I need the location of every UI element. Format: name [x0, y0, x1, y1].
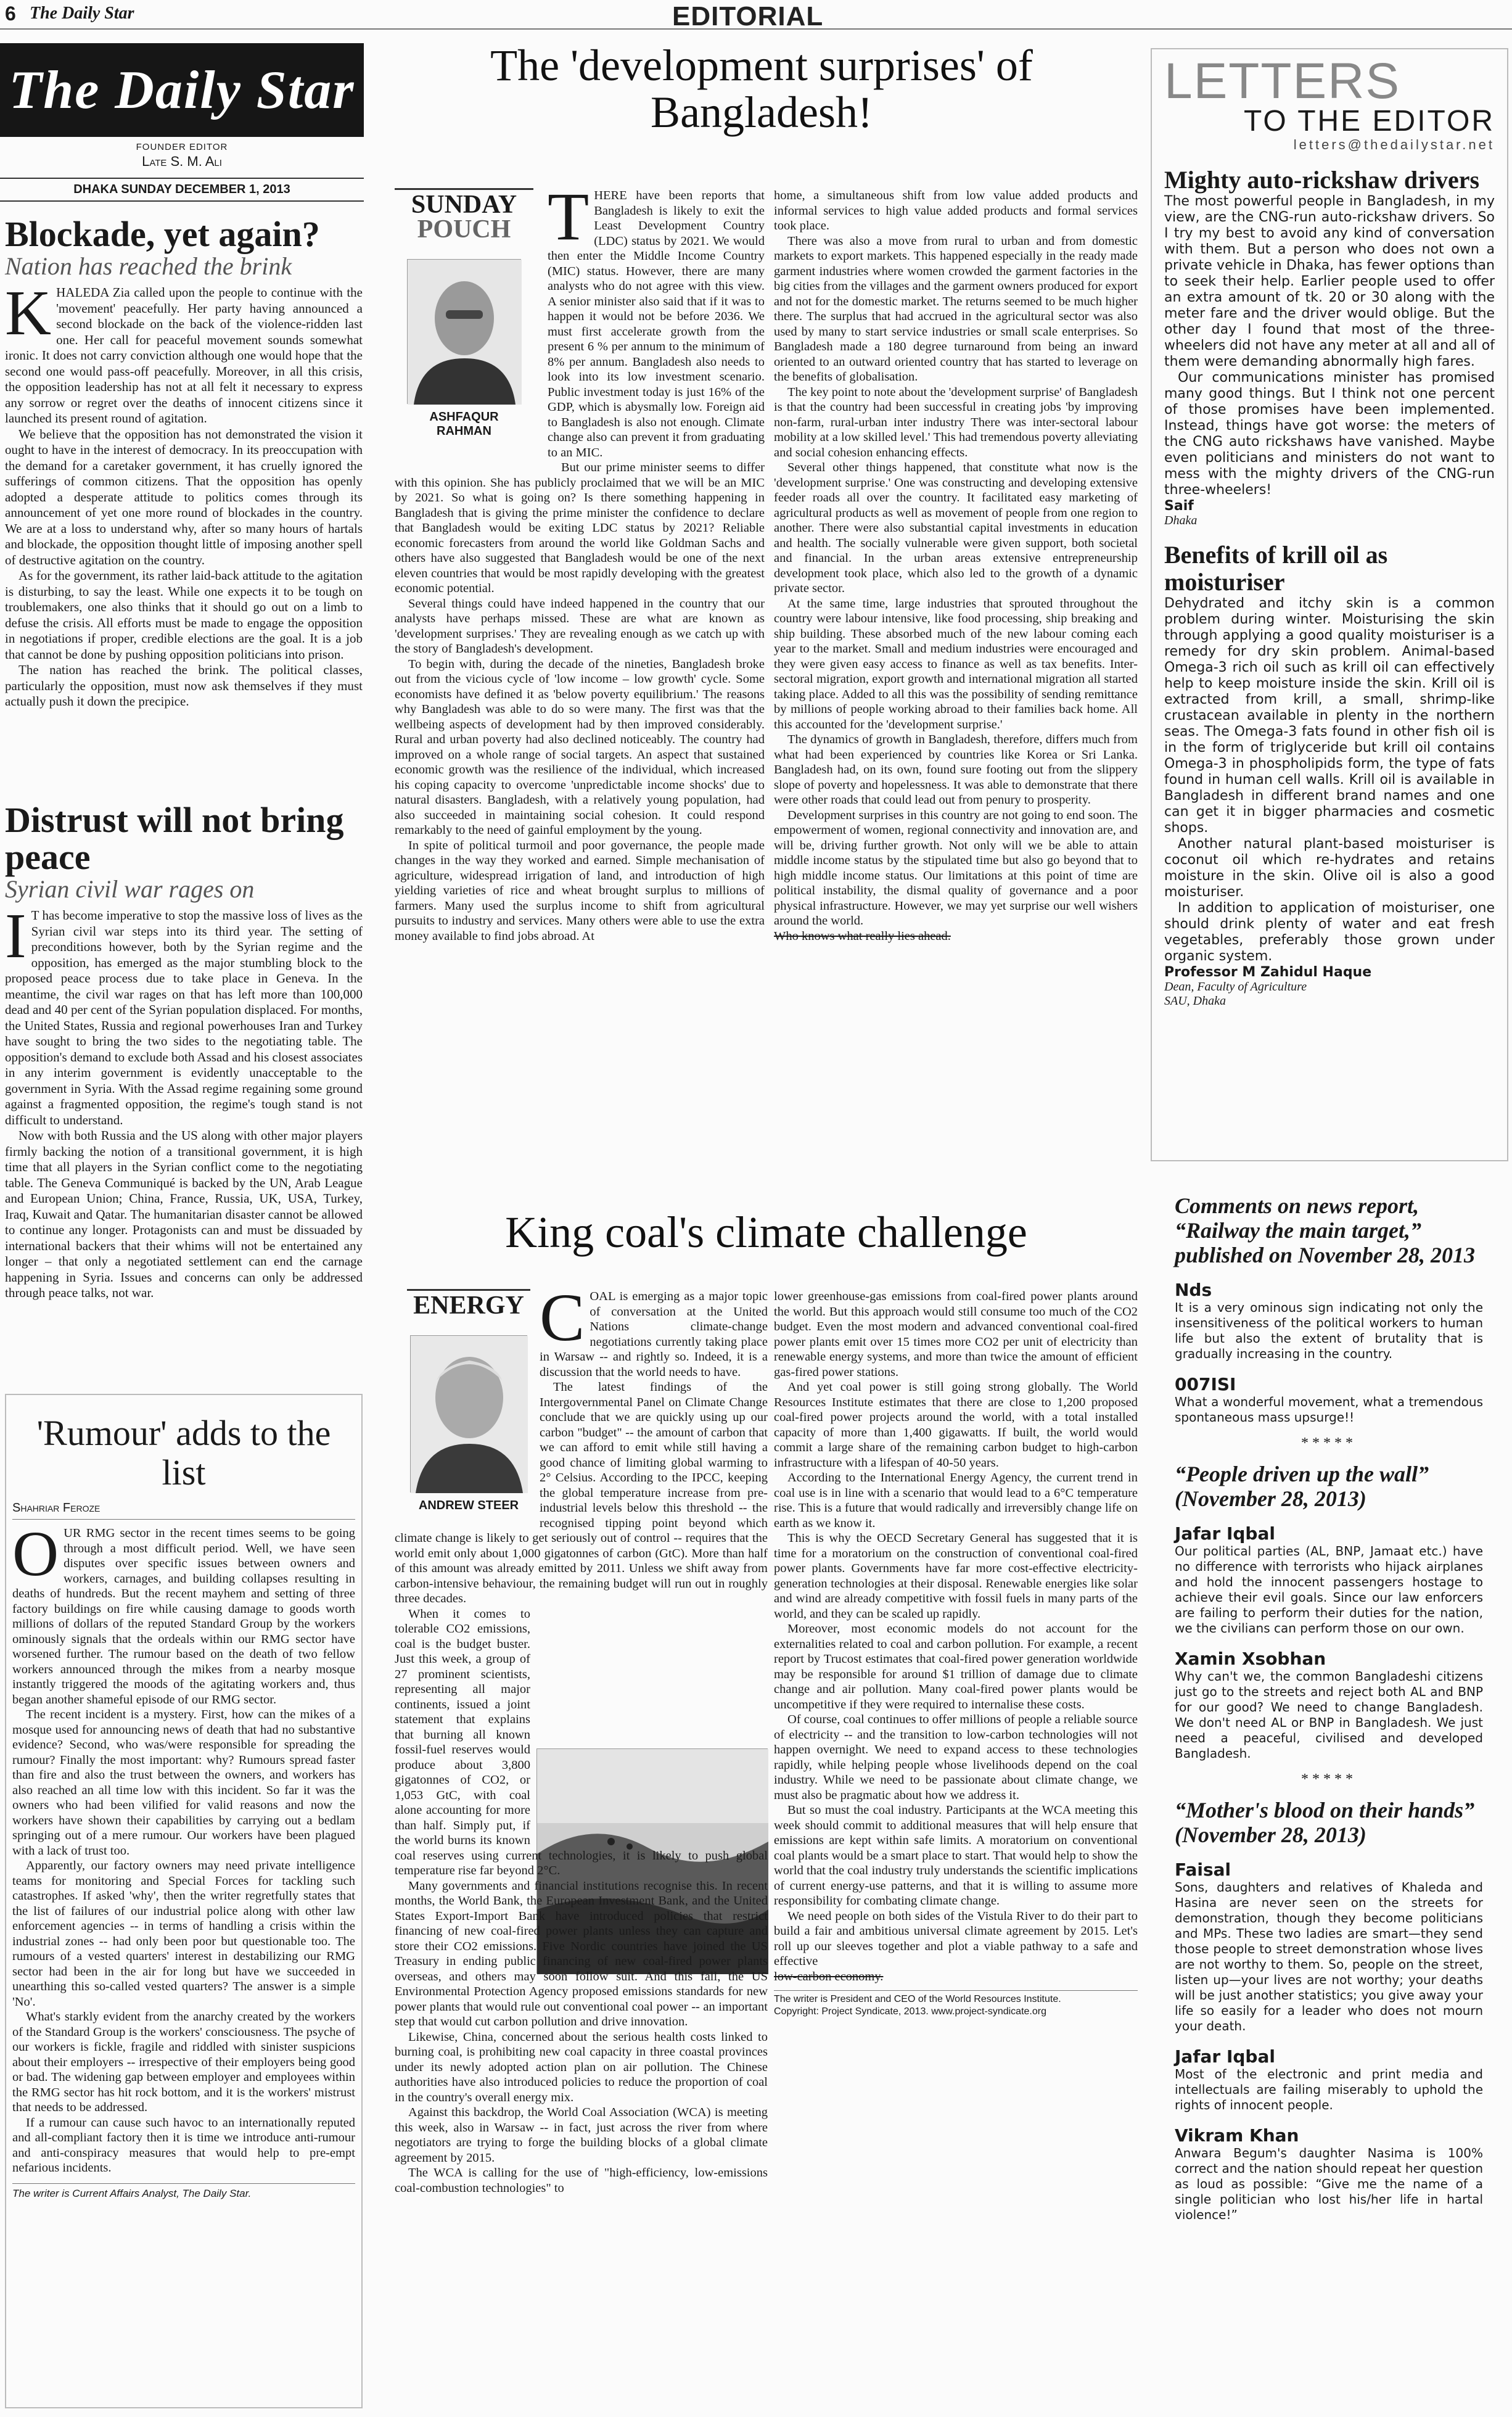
letter-signature: Professor M Zahidul Haque — [1164, 965, 1372, 980]
dropcap: K — [5, 278, 52, 348]
energy-label: ENERGY — [413, 1291, 524, 1320]
paragraph: To begin with, during the decade of the nineties, Bangladesh broke out from the vicious cycle of 'low income – low growth' cycle. Some economists have defined it as 'below poverty equilibrium.' The reasons why Bangladesh was able to do so were many. The first was that the wellbeing aspects of development had by then improved considerably. Rural and urban poverty had also declined noticeably. The country had improved on a whole range of social targets. An aspect that sustained economic growth was the resilience of the individual, which increased his coping capacity to overcome 'unpredictable income shocks' due to natural disasters. Bangladesh, with a relatively young population, had also succeeded in maintaining social cohesion. It could respond remarkably to the need of gainful employment by the young. — [395, 657, 765, 837]
comment-text: Our political parties (AL, BNP, Jamaat etc.) have no difference with terrorists who hijack airplanes and hold the innocent passengers hostage to achieve their evil goals. Since our law enforcers are failing to perform their duties for the nation, we the civilians can perform those on our own. — [1175, 1544, 1483, 1636]
editorial-subtitle: Nation has reached the brink — [5, 252, 292, 280]
commenter-name: 007ISI — [1175, 1374, 1236, 1394]
paragraph: Development surprises in this country are not going to end soon. The empowerment of women, regional connectivity and innovation are, and will be, driving further growth. Not only will we be able to attain middle income status by the stipulated time but also go beyond that to high middle income status. Our limitations at this point of time are political instability, the dismal quality of governance and a poor physical infrastructure. However, we may yet surprise our well wishers around the world. — [774, 808, 1138, 928]
founder-name: Late S. M. Ali — [142, 154, 222, 169]
dropcap: O — [12, 1518, 59, 1589]
editorial-syria — [5, 802, 363, 1301]
masthead-logo — [0, 43, 364, 137]
paragraph: The latest findings of the Intergovernmental Panel on Climate Change conclude that we are quickly using up our carbon "budget" -- the amount of carbon that we can afford to emit while still having a good chance of limiting global warming to 2° Celsius. According to the IPCC, keeping the global temperature increase from pre-industrial levels below this threshold -- the recognised tipping point beyond which climate change is likely to get seriously out of control -- requires that the world emit only about 1,000 gigatonnes of carbon (GtC). More than half of this amount was already emitted by 2011. Unless we shift away from carbon-intensive behaviour, the remaining budget will run out in roughly three decades. — [395, 1380, 768, 1605]
paragraph: T has become imperative to stop the massive loss of lives as the Syrian civil war steps into its third year. The setting of preconditions however, both by the Syrian regime and the opposition, has emerged as the major stumbling block to the proposed peace process due to take place in Geneva. In the meantime, the civil war rages on that has left more than 100,000 dead and 40 per cent of the Syrian population displaced. For months, the United States, Russia and regional powerhouses Iran and Turkey have sought to bring the two sides to the negotiating table. The opposition's demand to exclude both Assad and his closest associates in any interim government is evidently unacceptable to the government in Syria. With the Assad regime regaining some ground against a fragmented opposition, the regime's tough stand is not difficult to understand. — [5, 908, 363, 1127]
commenter-name: Vikram Khan — [1175, 2125, 1299, 2146]
rumour-title: 'Rumour' adds to the list — [36, 1413, 331, 1493]
coal-footnote — [774, 1990, 1138, 2018]
coal-col1 — [395, 1280, 768, 2196]
comment-text: It is a very ominous sign indicating not only the insensitiveness of the political workers to human life but also the extent of brutality that is gradually increasing in the country. — [1175, 1300, 1483, 1361]
paragraph: Against this backdrop, the World Coal Association (WCA) is meeting this week, also in Warsaw -- in fact, just across the river from where negotiators are trying to forge the building blocks of a global climate agreement by 2015. — [395, 2106, 768, 2165]
author-caption-line2: RAHMAN — [437, 424, 491, 438]
commenter-name: Faisal — [1175, 1859, 1231, 1880]
paragraph: In spite of political turmoil and poor governance, the people made changes in the way they worked and earned. Simple mechanisation of agriculture, widespread irrigation of land, and introduction of high yielding varieties of rice and wheat brought surplus to millions of farmers. Many used the surplus income to shift from agricultural pursuits to industry and services. Many others were able to use the extra money available to find jobs abroad. At — [395, 838, 765, 943]
paragraph: Several other things happened, that constitute what now is the 'development surprise.' One was constructing and developing extensive feeder roads all over the country. It facilitated easy marketing of agricultural products as well as movement of people from one region to another. There were also substantial capital investments in education and health. The socially vulnerable were given support, both societal and financial. In the urban areas extensive entrepreneurship development took place, which also led to the growth of a dynamic private sector. — [774, 461, 1138, 595]
page-number: 6 — [5, 2, 16, 25]
commenter-name: Jafar Iqbal — [1175, 2046, 1275, 2067]
paragraph: Several things could have indeed happened in the country that our analysts have perhaps missed. These are what are known as 'development surprises.' They are revealing enough as we catch up with the story of Bangladesh's development. — [395, 596, 765, 656]
letters-to-editor — [1151, 48, 1508, 1161]
struck-line: Who knows what really lies ahead. — [774, 929, 951, 943]
paper-mark: The Daily Star — [30, 4, 134, 23]
comment-text: Why can't we, the common Bangladeshi citizens just go to the streets and reject both AL and BNP for our good? We need to change Bangladesh. We don't need AL or BNP in Bangladesh. We just need a peaceful, civilised and developed Bangladesh. — [1175, 1669, 1483, 1761]
comment-text: Most of the electronic and print media and intellectuals are failing miserably to uphold the rights of innocent people. — [1175, 2067, 1483, 2112]
paragraph: Another natural plant-based moisturiser is coconut oil which re-hydrates and retains moisture in the skin. Olive oil is also a good moisturiser. — [1164, 836, 1495, 900]
founder-block — [0, 142, 364, 170]
paragraph: HALEDA Zia called upon the people to continue with the 'movement' peacefully. Her party having announced a second blockade on the back of the violence-ridden last one. Her call for peaceful movement sounds somewhat ironic. It does not carry conviction although one would hope that the second one would pass-off peacefully. Moreover, in all this crisis, the opposition leadership has not at all felt it necessary to express any sorrow or regret over the deaths of innocent citizens since it launched its present round of agitation. — [5, 285, 363, 426]
coal-col2 — [774, 1289, 1138, 2018]
separator-stars: ***** — [1301, 1435, 1357, 1451]
paragraph: At the same time, large industries that sprouted throughout the country were labour intensive, like food processing, ship breaking and ship building. These absorbed much of the new labour coming each year to the market. Small and medium industries were encouraged and they were given easy access to finance as well as tax benefits. Inter-sectoral migration, export growth and international migration all started taking place. Added to all this was the possibility of sending remittance by millions of people working abroad to their families back home. All this accounted for the 'development surprise.' — [774, 596, 1138, 731]
editorial-body — [5, 900, 363, 1301]
paragraph: This is why the OECD Secretary General has suggested that it is time for a moratorium on the construction of conventional coal-fired power plants. Governments have far more cost-effective electricity-generation technologies at their disposal. Renewable energies like solar and wind are already competitive with fossil fuels in many parts of the world, and they can be scaled up rapidly. — [774, 1531, 1138, 1621]
paragraph: There was also a move from rural to urban and from domestic markets to export markets. This happened especially in the ready made garment industries where women crowded the garment factories in the big cities from the villages and the garment owners produced for export and not for the domestic market. The returns seemed to be much higher there. The surplus that had accrued in the agricultural sector was also used by many to start service industries or small scale enterprises. So Bangladesh made a 180 degree turnaround from being an inward oriented to an outward oriented country that has started to leverage on the benefits of globalisation. — [774, 234, 1138, 384]
paragraph: UR RMG sector in the recent times seems to be going through a most difficult period. Well, we have seen disputes over specific issues between owners and workers, carnages, and building collapses resulting in deaths of hundreds. But the recent mayhem and setting of three factory buildings on fire while causing damage to goods worth millions of dollars of the reputed Standard Group by the workers ominously signals that the ordeals within our RMG sector have worsened further. The rumour based on the death of two fellow workers announced through the mikes from a nearby mosque instantly triggered the moods of the agitating workers and, thus began another shameful episode of our RMG sector. — [12, 1526, 355, 1707]
paragraph: The most powerful people in Bangladesh, in my view, are the CNG-run auto-rickshaw drivers. So I try my best to avoid any kind of conversation with them. But a person who does not own a private vehicle in Dhaka, has fewer options than to seek their help. Earlier people used to offer an extra amount of tk. 20 or 30 along with the meter fare and the driver would oblige. But the other day I found that most of the three-wheelers did not have any meter at all and all of them were demanding abnormally high fares. — [1164, 194, 1495, 369]
editorial-subtitle: Syrian civil war rages on — [5, 875, 255, 903]
masthead-name: The Daily Star — [9, 60, 355, 120]
paragraph: Now with both Russia and the US along with other major players firmly backing the notion of a transitional government, it is high time that all players in the Syrian conflict come to the negotiating table. The Geneva Communiqué is backed by the UN, Arab League and European Union; China, France, Russia, UK, USA, Turkey, Iraq, Kuwait and Qatar. The humanitarian disaster cannot be allowed to continue any longer. Protagonists can and must be dissuaded by international backers that their whims will not be entertained any longer – that only a negotiated settlement can end the carnage happening in Syria. Issues and concerns can only be addressed through peace talks, not war. — [5, 1128, 363, 1300]
commenter-name: Jafar Iqbal — [1175, 1523, 1275, 1544]
letter-body — [1164, 596, 1495, 965]
comments-heading: Comments on news report, “Railway the main target,” published on November 28, 2013 — [1175, 1193, 1476, 1267]
editorial-title: Blockade, yet again? — [5, 214, 320, 254]
commenter-name: Nds — [1175, 1280, 1212, 1300]
comment-text: Anwara Begum's daughter Nasima is 100% correct and the nation should repeat her question as loud as possible: “Give me the name of a single politician who lost his/her life in hartal violence!” — [1175, 2146, 1483, 2222]
paragraph: Dehydrated and itchy skin is a common problem during winter. Moisturising the skin through applying a good quality moisturiser is a remedy for dry skin problem. Animal-based Omega-3 rich oil such as krill oil can effectively help to keep moisture inside the skin. Krill oil is extracted from krill, a small, shrimp-like crustacean available in plenty in the northern seas. The Omega-3 fats found in other fish oil is in the form of triglyceride but krill oil contains Omega-3 in phospholipids form, the type of fats found in human cell walls. Krill oil is available in Bangladesh in different brand names and one can get it in bigger pharmacies and cosmetic shops. — [1164, 596, 1495, 836]
column-spacer — [395, 188, 548, 463]
letter-affiliation: Dean, Faculty of Agriculture — [1164, 980, 1307, 994]
letters-email: letters@thedailystar.net — [1293, 137, 1495, 152]
letter-signature: Saif — [1164, 498, 1194, 514]
paragraph: According to the International Energy Agency, the current trend in coal use is in line with a scenario that would lead to a 6°C temperature rise. This is a future that would radically and irreversibly change life on earth as we know it. — [774, 1471, 1138, 1530]
paragraph: But so must the coal industry. Participants at the WCA meeting this week should commit to additional measures that will help ensure that emissions are kept within safe limits. A moratorium on conventional coal plants would be a smart place to start. That would help to show the world that the coal industry truly understands the scientific implications of current energy-use patterns, and that it is willing to assume more responsibility for combating climate change. — [774, 1803, 1138, 1908]
coal-author: ANDREW STEER — [418, 1499, 519, 1512]
online-comments — [1175, 1193, 1483, 2223]
comment-text: What a wonderful movement, what a tremendous spontaneous mass upsurge!! — [1175, 1394, 1483, 1425]
paragraph: The nation has reached the brink. The political classes, particularly the opposition, must now ask themselves if they must actually push it down the precipice. — [5, 662, 363, 709]
editorial-body — [5, 278, 363, 710]
paragraph: When it comes to tolerable CO2 emissions, coal is the budget buster. Just this week, a group of 27 prominent scientists, representing all major continents, issued a joint statement that explains that burning all known fossil-fuel reserves would produce about 3,800 gigatonnes of CO2, or 1,053 GtC, with coal alone accounting for more than half. Simply put, if the world burns its known coal reserves using current technologies, it is likely to push global temperature rise far beyond 2°C. — [395, 1607, 768, 1877]
paragraph: Apparently, our factory owners may need private intelligence teams for monitoring and Special Forces for tackling such catastrophes. If asked 'why', then the writer regretfully states that the list of failures of our industrial police along with other law enforcement agencies -- in terms of handling a crisis within the industrial zones -- had only been poor but questionable too. The rumours of a vested quarters' interest in destabilizing our RMG sector had been in the air for long but have we succeeded in unearthing this so-called vested quarters? The answer is a simple 'No'. — [12, 1859, 355, 2009]
paragraph: The WCA is calling for the use of "high-efficiency, low-emissions coal-combustion technologies" to — [395, 2166, 768, 2195]
letters-subheading: TO THE EDITOR — [1243, 105, 1495, 138]
paragraph: The dynamics of growth in Bangladesh, therefore, differs much from what had been experienced by countries like Korea or Sri Lanka. Bangladesh had, on its own, found sure footing out from the slippery slope of poverty and hopelessness. It was able to demonstrate that there were other roads that could lead out from penury to prosperity. — [774, 733, 1138, 807]
rumour-byline: Shahriar Feroze — [12, 1501, 101, 1515]
coal-footnote-line1: The writer is President and CEO of the World Resources Institute. — [774, 1994, 1061, 2004]
author-caption-line1: ASHFAQUR — [429, 410, 499, 424]
paragraph: And yet coal power is still going strong globally. The World Resources Institute estimates that there are close to 1,200 proposed coal-fired power projects around the world, with a total installed capacity of more than 1,400 gigawatts. If built, the world would commit a large share of the remaining carbon budget to high-carbon infrastructure with a lifespan of 40-50 years. — [774, 1380, 1138, 1470]
paragraph: Moreover, most economic models do not account for the externalities related to coal and carbon pollution. For example, a recent report by Trucost estimates that coal-fired power generation worldwide may be responsible for around $1 trillion of damage due to climate change and air pollution. Many coal-fired power plants would be uncompetitive if they were required to internalise these costs. — [774, 1622, 1138, 1711]
paragraph: In addition to application of moisturiser, one should drink plenty of water and eat fresh vegetables, preferably those grown under organic system. — [1164, 900, 1495, 964]
letter-title: Mighty auto-rickshaw drivers — [1164, 166, 1480, 194]
column-spacer — [530, 1607, 768, 1835]
rumour-body — [12, 1518, 355, 2176]
paragraph: Many governments and financial institutions recognise this. In recent months, the World Bank, the European Investment Bank, and the United States Export-Import Bank have introduced policies that restrict financing of new coal-fired power plants unless they can capture and store their CO2 emissions. Five Nordic countries have joined the US Treasury in ending public financing of new coal-fired power plants overseas, and others may soon follow suit. And this fall, the US Environmental Protection Agency proposed emissions standards for new power plants that would rule out conventional coal power -- an important step that would cut carbon pollution and drive innovation. — [395, 1879, 768, 2028]
letter-title: Benefits of krill oil as moisturiser — [1164, 541, 1388, 596]
paragraph: home, a simultaneous shift from low value added products and informal services to high value added products and formal services took place. — [774, 189, 1138, 233]
column-spacer — [395, 1289, 540, 1523]
letter-place: Dhaka — [1164, 514, 1198, 527]
paragraph: HERE have been reports that Bangladesh is likely to exit the Least Development Country (LDC) status by 2021. We would then enter the Middle Income Country (MIC) status. However, there are many analysts who do not agree with this view. A senior minister also said that if it was to happen it would not be before 2036. We must first accelerate growth from the present 6 % per annum to the minimum of 8% per annum. Bangladesh also needs to look into its low investment scenario. Public investment today is just 16% of the GDP, which is abysmally low. Foreign aid to Bangladesh is also not enough. Climate change also can prevent it from graduating to an MIC. — [548, 189, 765, 459]
paragraph: But our prime minister seems to differ with this opinion. She has publicly proclaimed that we will be an MIC by 2021. So what is going on? Is there something happening in Bangladesh that is giving the prime minister the confidence to declare that Bangladesh would be exiting LDC status by 2021? Reliable economic forecasters from around the world like Goldman Sachs and others have also suggested that Bangladesh would be one of the next eleven countries that would be most rapidly developing with the greatest economic potential. — [395, 461, 765, 595]
paragraph: The key point to note about the 'development surprise' of Bangladesh is that the country had been successful in creating jobs 'by improving non-farm, rural-urban inter industry There was inter-sectoral labour mobility at a low skilled level.' This had tremendous poverty alleviating and social cohesion enhancing effects. — [774, 385, 1138, 459]
letter-body — [1164, 194, 1495, 498]
paragraph: Of course, coal continues to offer millions of people a reliable source of electricity -- and the transition to low-carbon technologies will not happen overnight. We need to expand access to these technologies rapidly, while helping people whose livelihoods depend on the coal industry. While we need to be passionate about climate change, we must also be pragmatic about how we address it. — [774, 1713, 1138, 1802]
editorial-blockade — [5, 216, 363, 710]
development-col1 — [395, 179, 765, 944]
section-label: EDITORIAL — [672, 1, 824, 31]
divider — [12, 1519, 355, 1520]
paragraph: We believe that the opposition has not demonstrated the vision it ought to have in the interest of democracy. In its preoccupation with the demand for a caretaker government, it has cruelly ignored the sufferings of common citizens. That the opposition has openly adopted a desperate attitude to politics comes through its announcement of yet one more round of blockades in the country. We are at a loss to understand why, after so many hours of hartals and blockade, the opposition thought little of imposing another spell of destructive agitation on the country. — [5, 426, 363, 567]
coal-title: King coal's climate challenge — [505, 1208, 1027, 1257]
letters-heading: LETTERS — [1164, 53, 1401, 109]
paragraph: We need people on both sides of the Vistula River to do their part to build a fair and ambitious universal climate agreement by 2015. Let's roll up our sleeves together and plot a viable pathway to a safe and effective — [774, 1909, 1138, 1968]
paragraph: What's starkly evident from the anarchy created by the workers of the Standard Group is the workers' consciousness. The psyche of our workers is fickle, fragile and riddled with sinister suspicions about their employers -- irrespective of their employers being good or bad. The widening gap between employer and employees within the RMG sector has hit rock bottom, and it is the workers' mistrust that needs to be addressed. — [12, 2010, 355, 2114]
dropcap: C — [540, 1280, 585, 1355]
paragraph: The recent incident is a mystery. First, how can the mikes of a mosque used for announcing news of death that had no substantive evidence? Second, who was/were responsible for spreading the rumour? Finally the most important: why? Rumours spread faster than fire and also the trust between the owners, and workers has also reached an all time low with this incident. So far it was the owners who had been vilified for valid reasons and now the workers have shown their capabilities by carrying out a bedlam springing out of a mere rumour. Our workers have been plagued with a lack of trust too. — [12, 1708, 355, 1858]
column-logo-line2: POUCH — [417, 215, 511, 244]
dropcap: T — [548, 179, 590, 254]
paragraph: Likewise, China, concerned about the serious health costs linked to burning coal, is prohibiting new coal capacity in three coastal provinces under its newly adopted action plan on air pollution. The Chinese authorities have also introduced policies to reduce the proportion of coal in the country's overall energy mix. — [395, 2030, 768, 2104]
coal-footnote-line2: Copyright: Project Syndicate, 2013. www.project-syndicate.org — [774, 2006, 1046, 2017]
dropcap: I — [5, 900, 27, 971]
founder-label: FOUNDER EDITOR — [136, 142, 228, 152]
development-title: The 'development surprises' of Bangladesh! — [490, 41, 1033, 137]
comment-text: Sons, daughters and relatives of Khaleda and Hasina are never seen on the streets for demonstration, though they become politicians and MPs. These two ladies are smart—they send those people to street demonstration whose lives are not worthy to them. So, people on the street, listen up—your lives are not worthy; your deaths will be just another statistics; you give away your life so easily for a leader who does not mourn your death. — [1175, 1880, 1483, 2033]
rumour-footnote: The writer is Current Affairs Analyst, The Daily Star. — [12, 2183, 355, 2200]
development-col2 — [774, 188, 1138, 944]
paragraph: If a rumour can cause such havoc to an internationally reputed and all-compliant factory then it is time we introduce anti-rumour and anti-conspiracy measures that would help to pre-empt nefarious incidents. — [12, 2115, 355, 2175]
separator-stars: ***** — [1301, 1771, 1357, 1787]
dateline: DHAKA SUNDAY DECEMBER 1, 2013 — [0, 178, 364, 202]
page-header — [0, 0, 1512, 30]
comments-heading: “Mother's blood on their hands” (November 28, 2013) — [1175, 1798, 1475, 1847]
rumour-article — [5, 1394, 363, 2408]
paragraph: OAL is emerging as a major topic of conversation at the United Nations climate-change negotiations currently taking place in Warsaw -- and rightly so. Indeed, it is a discussion that the world needs to have. — [540, 1290, 768, 1379]
paragraph: lower greenhouse-gas emissions from coal-fired power plants around the world. But this approach would still consume too much of the CO2 budget. Even the most modern and advanced conventional coal-fired power plants emit over 15 times more CO2 per unit of electricity than renewable energy systems, and more than twice the amount of efficient gas-fired power stations. — [774, 1290, 1138, 1379]
column-logo-line1: SUNDAY — [411, 191, 517, 219]
paragraph: Our communications minister has promised many good things. But I think not one percent of those promises have been implemented. Instead, things have got worse: the meters of the CNG auto rickshaws have vanished. Maybe even politicians and ministers do not want to mess with the mighty drivers of the CNG-run three-wheelers! — [1164, 370, 1495, 498]
editorial-title: Distrust will not bring peace — [5, 800, 344, 877]
paragraph: As for the government, its rather laid-back attitude to the agitation is disturbing, to say the least. While one expects it to be tough on troublemakers, one also thinks that it should go out on a limb to defuse the crisis. All efforts must be made to engage the opposition in negotiations if proper, credible elections are the goal. It is a job that cannot be done by pushing opposition politicians into prison. — [5, 568, 363, 662]
struck-line: low-carbon economy. — [774, 1969, 884, 1983]
comments-heading: “People driven up the wall” (November 28, 2013) — [1175, 1462, 1429, 1511]
letter-affiliation: SAU, Dhaka — [1164, 994, 1226, 1008]
commenter-name: Xamin Xsobhan — [1175, 1649, 1326, 1669]
